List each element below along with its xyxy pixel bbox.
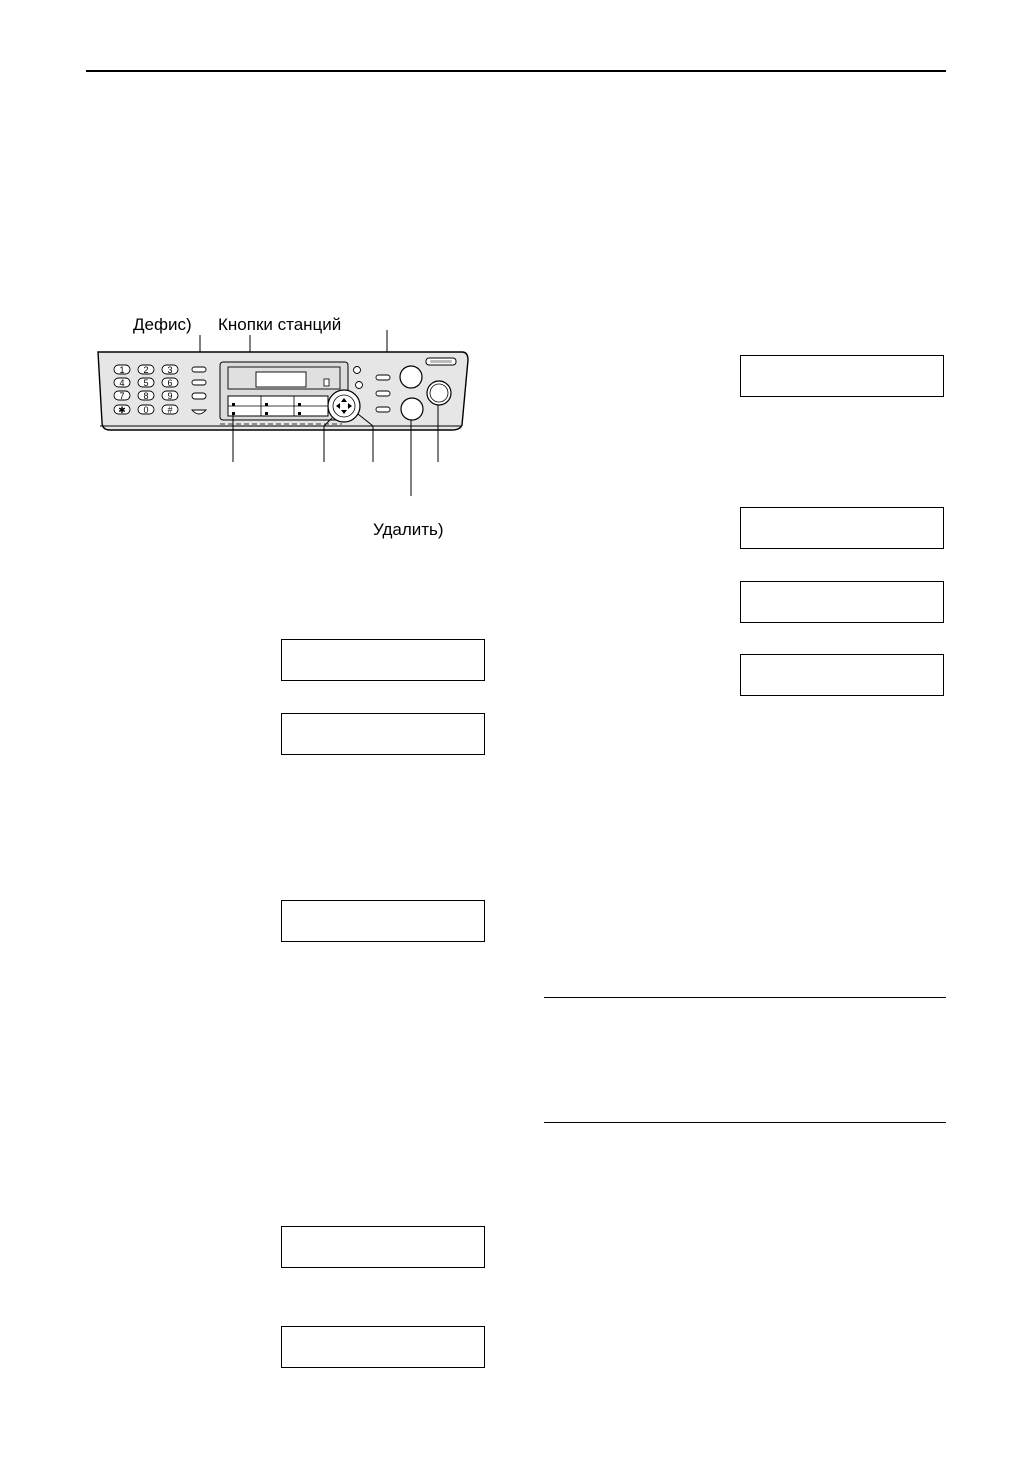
- delete-button: [401, 398, 423, 420]
- lcd-display-3: [281, 900, 485, 942]
- hyphen-button: [192, 393, 206, 399]
- fax-panel-drawing: [90, 330, 490, 500]
- key-5: 5: [143, 378, 149, 388]
- lcd-display-9: [740, 654, 944, 696]
- lcd-display-6: [740, 355, 944, 397]
- hyphen-label: Дефис): [133, 315, 192, 334]
- key-6: 6: [167, 378, 173, 388]
- key-2: 2: [143, 365, 149, 375]
- station-keys-label: Кнопки станций: [218, 315, 342, 334]
- key-4: 4: [119, 378, 125, 388]
- key-star: ✱: [118, 405, 126, 415]
- lcd-display-7: [740, 507, 944, 549]
- lcd-display-4: [281, 1226, 485, 1268]
- lcd-display-8: [740, 581, 944, 623]
- key-9: 9: [167, 391, 173, 401]
- key-hash: #: [167, 405, 173, 415]
- key-0: 0: [143, 405, 149, 415]
- key-8: 8: [143, 391, 149, 401]
- lcd-display-1: [281, 639, 485, 681]
- key-1: 1: [119, 365, 125, 375]
- section-divider-top: [544, 997, 946, 998]
- key-7: 7: [119, 391, 125, 401]
- top-rule: [86, 70, 946, 72]
- lcd-display-5: [281, 1326, 485, 1368]
- lcd-screen: [256, 372, 306, 387]
- delete-label: Удалить): [373, 520, 444, 539]
- lcd-display-2: [281, 713, 485, 755]
- section-divider-bottom: [544, 1122, 946, 1123]
- key-3: 3: [167, 365, 173, 375]
